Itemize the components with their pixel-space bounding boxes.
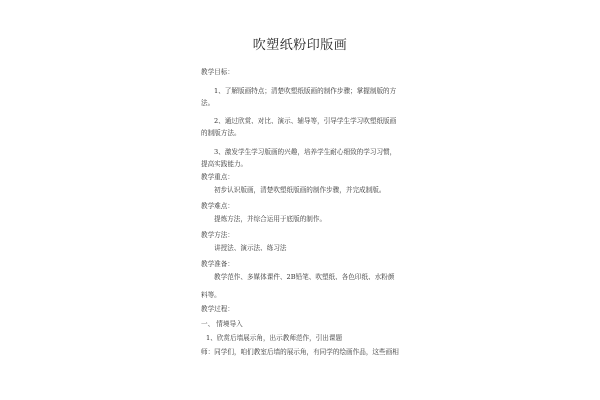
subsection-heading: 一、 情境导入 xyxy=(201,320,243,328)
paragraph-line: 初步认识版画，清楚吹塑纸版画的制作步骤，并完成制版。 xyxy=(214,186,386,194)
paragraph-line: 料等。 xyxy=(201,291,221,299)
document-title: 吹塑纸粉印版画 xyxy=(252,38,348,53)
section-heading-process: 教学过程： xyxy=(201,305,234,313)
section-heading-methods: 教学方法： xyxy=(201,231,234,239)
paragraph-line: 提高实践能力。 xyxy=(201,160,248,168)
paragraph-line: 1、欣赏后墙展示角，出示教师范作，引出课题 xyxy=(206,334,343,342)
paragraph-line: 师：同学们，咱们教室后墙的展示角，有同学的绘画作品，这些画相 xyxy=(201,348,399,356)
paragraph-line: 提炼方法，并综合运用于底版的制作。 xyxy=(214,215,327,223)
paragraph-line: 法。 xyxy=(201,99,215,107)
paragraph-line: 教学范作、多媒体课件、2B铅笔、吹塑纸、各色印纸、水粉颜 xyxy=(214,273,395,281)
section-heading-key-points: 教学重点： xyxy=(201,173,234,181)
paragraph-line: 的制版方法。 xyxy=(201,129,241,137)
paragraph-line: 2、通过欣赏、对比、演示、辅导等，引导学生学习吹塑纸版画 xyxy=(214,117,397,125)
paragraph-line: 1、了解版画特点；清楚吹塑纸版画的制作步骤；掌握制版的方 xyxy=(214,87,397,95)
section-heading-difficulties: 教学难点： xyxy=(201,202,234,210)
paragraph-line: 讲授法、演示法、练习法 xyxy=(214,244,287,252)
section-heading-preparation: 教学准备： xyxy=(201,260,234,268)
paragraph-line: 3、激发学生学习版画的兴趣，培养学生耐心细致的学习习惯， xyxy=(214,148,397,156)
section-heading-objectives: 教学目标： xyxy=(201,68,234,76)
